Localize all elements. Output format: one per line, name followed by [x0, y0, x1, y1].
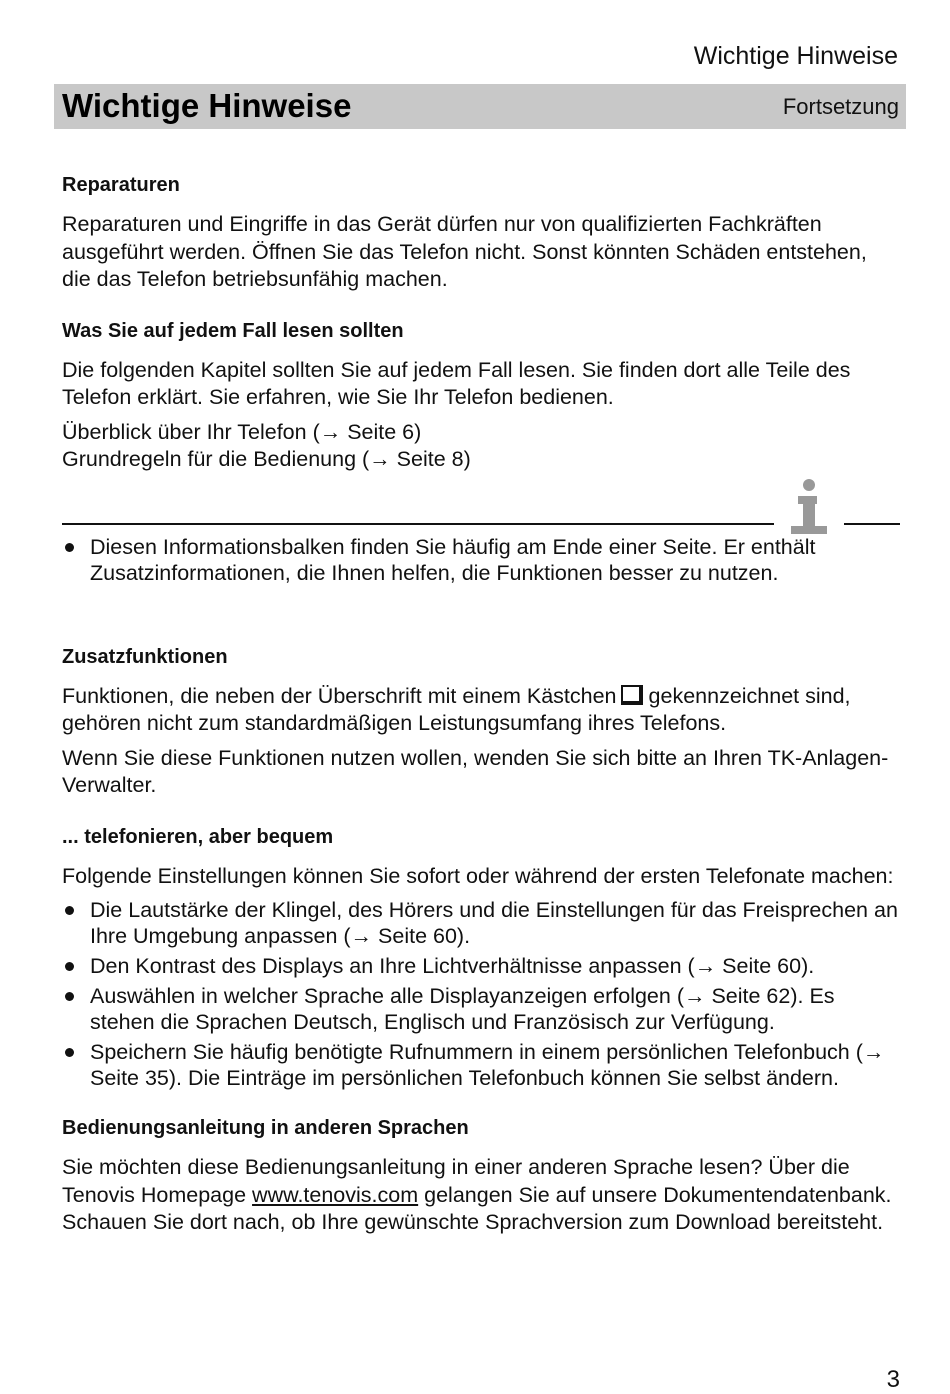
list-item: Den Kontrast des Displays an Ihre Lichtverhältnisse anpassen (→ Seite 60).: [62, 953, 898, 979]
page-title: Wichtige Hinweise: [62, 87, 352, 124]
title-bar: [54, 84, 906, 129]
list-item: Auswählen in welcher Sprache alle Displayanzeigen erfolgen (→ Seite 62). Es stehen die Sprachen Deutsch, Englisch und Französisch zur Verfügung.: [62, 983, 898, 1035]
paragraph: Funktionen, die neben der Überschrift mit einem Kästchen gekennzeichnet sind, gehören nicht zum standardmäßigen Leistungsumfang ihres Telefons.: [62, 683, 851, 735]
section-bequem: [62, 824, 898, 1092]
paragraph: Folgende Einstellungen können Sie sofort oder während der ersten Telefonate machen:: [62, 863, 894, 888]
section-heading: Zusatzfunktionen: [62, 645, 228, 668]
list-item: Diesen Informationsbalken finden Sie häufig am Ende einer Seite. Er enthält Zusatzinformationen, die Ihnen helfen, die Funktionen besser zu nutzen.: [62, 534, 898, 586]
section-heading: Bedienungsanleitung in anderen Sprachen: [62, 1117, 469, 1139]
section-heading: Reparaturen: [62, 174, 180, 196]
section-heading: ... telefonieren, aber bequem: [62, 825, 334, 848]
info-icon: [786, 478, 832, 536]
info-bullet-list: [62, 534, 898, 586]
paragraph: Die folgenden Kapitel sollten Sie auf jedem Fall lesen. Sie finden dort alle Teile des Telefon erklärt. Sie erfahren, wie Sie Ihr Telefon bedienen.: [62, 357, 851, 409]
list-item: Speichern Sie häufig benötigte Rufnummern in einem persönlichen Telefonbuch (→ Seite 35). Die Einträge im persönlichen Telefonbuch können Sie selbst ändern.: [62, 1039, 898, 1091]
section-lesen: [62, 318, 898, 474]
checkbox-square-icon: [621, 685, 643, 705]
paragraph: Wenn Sie diese Funktionen nutzen wollen, wenden Sie sich bitte an Ihren TK-Anlagen-Verwalter.: [62, 745, 889, 797]
section-heading: Was Sie auf jedem Fall lesen sollten: [62, 319, 404, 342]
chapter-reference: Grundregeln für die Bedienung (→ Seite 8): [62, 447, 471, 471]
chapter-reference: Überblick über Ihr Telefon (→ Seite 6): [62, 419, 422, 444]
section-reparaturen: [62, 172, 898, 294]
info-rule-line: [844, 523, 900, 525]
continuation-label: Fortsetzung: [782, 94, 899, 119]
info-rule-line: [62, 523, 774, 525]
paragraph: Reparaturen und Eingriffe in das Gerät dürfen nur von qualifizierten Fachkräften ausgeführt werden. Öffnen Sie das Telefon nicht. Sonst könnten Schäden entstehen, die das Telefon betriebsunfähig machen.: [62, 212, 867, 291]
main-content: [62, 172, 898, 1244]
section-zusatzfunktionen: [62, 644, 898, 800]
page-number: 3: [886, 1366, 900, 1393]
section-sprachen: [62, 1115, 898, 1237]
chapter-references: [62, 419, 898, 474]
info-bar: [62, 480, 898, 542]
paragraph: Sie möchten diese Bedienungsanleitung in einer anderen Sprache lesen? Über die Tenovis Homepage www.tenovis.com gelangen Sie auf unsere Dokumentendatenbank. Schauen Sie dort nach, ob Ihre gewünschte Sprachversion zum Download bereitsteht.: [62, 1155, 892, 1234]
homepage-link[interactable]: www.tenovis.com: [252, 1182, 419, 1207]
running-head: Wichtige Hinweise: [693, 42, 898, 70]
list-item: Die Lautstärke der Klingel, des Hörers und die Einstellungen für das Freisprechen an Ihre Umgebung anpassen (→ Seite 60).: [62, 897, 898, 949]
settings-bullet-list: [62, 897, 898, 1091]
